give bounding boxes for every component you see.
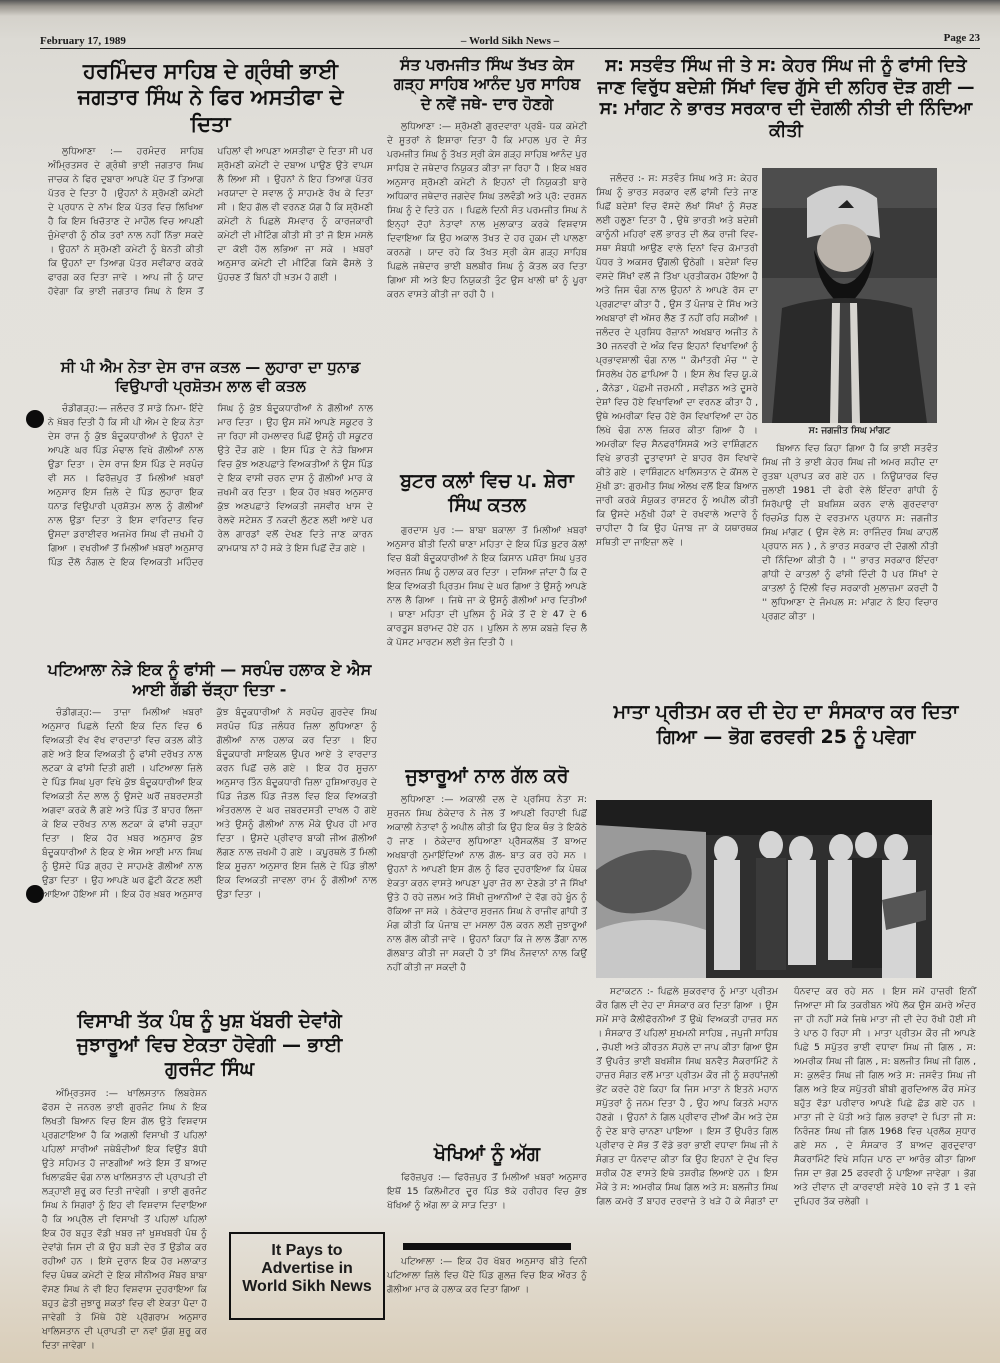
article-body: [48, 402, 373, 617]
binder-hole: [26, 410, 44, 428]
body-text: ਚੰਡੀਗੜ੍ਹ:— ਜਲੰਦਰ ਤੋਂ ਸਾਡੇ ਨਿਮਾ- ਇੰਦੇ ਨੇ ਖ਼ੱਬਰ ਦਿਤੀ ਹੈ ਕਿ ਸੀ ਪੀ ਐਮ ਦੇ ਇਕ ਨੇਤਾ ਦੇਸ ਰਾਜ ਨੂੰ ਕੁੱਝ ਬੰਦੂਕਧਾਰੀਆਂ ਨੇ ਉਹਨਾਂ ਦੇ ਆਪਣੇ ਘਰ ਪਿੰਡ ਮੰਢਾਲ ਵਿਖੇ ਗੋਲੀਆਂ ਨਾਲ ਉਡਾ ਦਿਤਾ । ਦੇਸ ਰਾਜ ਇਸ ਪਿੰਡ ਦੇ ਸਰਪੰਚ ਵੀ ਸਨ । ਫਿਰੋਜ਼ਪੁਰ ਤੋਂ ਮਿਲੀਆਂ ਖ਼ਬਰਾਂ ਅਨੁਸਾਰ ਇਸ ਜ਼ਿਲੇ ਦੇ ਪਿੰਡ ਲੁਹਾਰਾ ਇਕ ਧਨਾਡ ਵਿਉਪਾਰੀ ਪ੍ਰਸ਼ੋਤਮ ਲਾਲ ਨੂੰ ਗੋਲੀਆਂ ਨਾਲ ਉਡਾ ਦਿਤਾ ਤੇ ਇਸ ਵਾਰਿਦਾਤ ਵਿਚ ਉਸਦਾ ਡਰਾਈਵਰ ਅਜਮੇਰ ਸਿਘ ਵੀ ਜ਼ਖਮੀ ਹੋ ਗਿਆ । ਵਖਰੀਆਂ ਤੋਂ ਮਿਲੀਆਂ ਖ਼ਬਰਾਂ ਅਨੁਸਾਰ ਪਿੰਡ ਦੌਲੋ ਨੰਗਲ ਦੇ ਇਕ ਵਿਅਕਤੀ ਮਹਿੰਦਰ ਸਿਘ ਨੂੰ ਕੁੱਝ ਬੰਦੂਕਧਾਰੀਆਂ ਨੇ ਗੋਲੀਆਂ ਨਾਲ ਮਾਰ ਦਿਤਾ । ਉਹ ਉਸ ਸਮੇਂ ਆਪਣੇ ਸਕੂਟਰ ਤੇ ਜਾ ਰਿਹਾ ਸੀ ਹਮਲਾਵਰ ਪਿਛੋਂ ਉਸਨੂੰ ਹੀ ਸਕੂਟਰ ਉਤੇ ਦੌੜ ਗਏ । ਇਸ ਪਿੰਡ ਦੇ ਨੇੜੇ ਬਿਆਸ ਵਿਚ ਕੁੱਝ ਅਣਪਛਾਤੇ ਵਿਅਕਤੀਆਂ ਨੇ ਉਸ ਪਿੰਡ ਦੇ ਇਕ ਵਾਸੀ ਚਰਨ ਦਾਸ ਨੂੰ ਗੋਲੀਆਂ ਮਾਰ ਕੇ ਜ਼ਖਮੀ ਕਰ ਦਿਤਾ । ਇਕ ਹੋਰ ਖ਼ਬਰ ਅਨੁਸਾਰ ਕੁੱਝ ਅਣਪਛਾਤੇ ਵਿਅਕਤੀ ਜਸਵੀਰ ਖਾਸ ਦੇ ਰੇਲਵੇ ਸਟੇਸ਼ਨ ਤੋਂ ਨਕਦੀ ਲੁੱਟਣ ਲਈ ਆਏ ਪਰ ਰੇਲ ਗਾਰਡਾਂ ਵਲੋਂ ਦੇਖਣ ਦਿਤੇ ਜਾਣ ਕਾਰਨ ਕਾਮਯਾਬ ਨਾਂ ਹੋ ਸਕੇ ਤੇ ਇਸ ਪਿਛੋਂ ਦੌੜ ਗਏ ।: [48, 402, 373, 568]
ad-line-1: It Pays to: [271, 1242, 343, 1259]
portrait-photo: [762, 168, 937, 423]
article-body: [387, 793, 587, 1083]
article-fansi-body: [596, 172, 758, 700]
body-text: ਲੁਧਿਆਣਾ :— ਹਰਮੰਦਰ ਸਾਹਿਬ ਅੰਮ੍ਰਿਤਸਰ ਦੇ ਗ੍ਰੰਥੀ ਭਾਈ ਜਗਤਾਰ ਸਿਘ ਜਾਚਕ ਨੇ ਫਿਰ ਦੁਬਾਰਾ ਆਪਣੇ ਪੱਦ ਤੋਂ ਤਿਆਗ ਪੱਤਰ ਦੇ ਦਿਤਾ ਹੈ ।ਉਹਨਾਂ ਨੇ ਸ਼੍ਰੋਮਣੀ ਕਮੇਟੀ ਦੇ ਪ੍ਰਧਾਨ ਦੇ ਨਾਂਮ ਇਕ ਪੱਤਰ ਵਿਚ ਲਿਖਿਆ ਹੈ ਕਿ ਇਸ ਖਿਚੋਤਾਣ ਦੇ ਮਾਹੌਲ ਵਿਚ ਆਪਣੀ ਜ਼ੁੰਮੇਵਾਰੀ ਨੂੰ ਠੀਕ ਤਰਾਂ ਨਾਲ ਨਹੀਂ ਨਿੱਭਾ ਸਕਦੇ । ਉਹਨਾਂ ਨੇ ਸ਼੍ਰੋਮਣੀ ਕਮੇਟੀ ਨੂੰ ਬੇਨਤੀ ਕੀਤੀ ਕਿ ਉਹਨਾਂ ਦਾ ਤਿਆਗ ਪੱਤਰ ਸਵੀਕਾਰ ਕਰਕੇ ਫਾਰਗ ਕਰ ਦਿਤਾ ਜਾਵੇ । ਆਪ ਜੀ ਨੂੰ ਯਾਦ ਹੋਵੇਗਾ ਕਿ ਭਾਈ ਜਗਤਾਰ ਸਿਘ ਨੇ ਇਸ ਤੋਂ ਪਹਿਲਾਂ ਵੀ ਆਪਣਾ ਅਸਤੀਫਾ ਦੇ ਦਿਤਾ ਸੀ ਪਰ ਸ਼੍ਰੋਮਣੀ ਕਮੇਟੀ ਦੇ ਦਬਾਅ ਪਾਉਣ ਉਤੇ ਵਾਪਸ ਲੈ ਲਿਆ ਸੀ । ਉਹਨਾਂ ਨੇ ਇਹ ਤਿਆਗ ਪੱਤਰ ਮਰਯਾਦਾ ਦੇ ਸਵਾਲ ਨੂੰ ਸਾਹਮਣੇ ਰੱਖ ਕੇ ਦਿਤਾ ਸੀ । ਇਹ ਗੱਲ ਵੀ ਵਰਨਣ ਯੋਗ ਹੈ ਕਿ ਸ਼੍ਰੋਮਣੀ ਕਮੇਟੀ ਨੇ ਪਿਛਲੇ ਸੋਮਵਾਰ ਨੂੰ ਕਾਰਜਕਾਰੀ ਕਮੇਟੀ ਦੀ ਮੀਟਿੰਗ ਕੀਤੀ ਸੀ ਤਾਂ ਜੋ ਇਸ ਮਸਲੇ ਦਾ ਕੋਈ ਹੱਲ ਲਭਿਆ ਜਾ ਸਕੇ । ਖ਼ਬਰਾਂ ਅਨੁਸਾਰ ਕਮੇਟੀ ਦੀ ਮੀਟਿੰਗ ਕਿਸੇ ਫੈਸਲੇ ਤੇ ਪੁੱਹਚਣ ਤੋਂ ਬਿਨਾਂ ਹੀ ਖ਼ਤਮ ਹੋ ਗਈ ।: [48, 145, 373, 297]
headline: ਸੀ ਪੀ ਐਮ ਨੇਤਾ ਦੇਸ ਰਾਜ ਕਤਲ — ਲੁਹਾਰਾ ਦਾ ਧੁਨਾਡ ਵਿਉਪਾਰੀ ਪ੍ਰਸ਼ੋਤਮ ਲਾਲ ਵੀ ਕਤਲ: [60, 358, 361, 395]
paper-name: – World Sikh News –: [460, 35, 560, 47]
funeral-photo: [596, 800, 932, 978]
article-patiala: [42, 660, 377, 1005]
ad-line-2: Advertise in: [261, 1260, 353, 1277]
issue-date: February 17, 1989: [40, 35, 126, 47]
body-text: ਬਿਆਨ ਵਿਚ ਕਿਹਾ ਗਿਆ ਹੈ ਕਿ ਭਾਈ ਸਤਵੰਤ ਸਿਘ ਜੀ ਤੇ ਭਾਈ ਕੇਹਰ ਸਿਘ ਜੀ ਅਮਰ ਸ਼ਹੀਦ ਦਾ ਰੁਤਬਾ ਪ੍ਰਾਪਤ ਕਰ ਗਏ ਹਨ । ਨਿਊਯਾਰਕ ਵਿਚ ਜੁਲਾਈ 1981 ਦੀ ਫੇਰੀ ਵੇਲੇ ਇੰਦਰਾ ਗਾਂਧੀ ਨੂੰ ਸਿਰੋਪਾਉ ਦੀ ਬਖਸ਼ਿਸ਼ ਕਰਨ ਵਾਲੇ ਗੁਰਦਵਾਰਾ ਰਿਚਮੰਡ ਹਿਲ ਦੇ ਵਰਤਮਾਨ ਪ੍ਰਧਾਨ ਸ: ਜਗਜੀਤ ਸਿਘ ਮਾਂਗਟ ( ਉਸ ਵੇਲੇ ਸ: ਰਾਜਿੰਦਰ ਸਿਘ ਕਾਹਲੋਂ ਪ੍ਰਧਾਨ ਸਨ ) , ਨੇ ਭਾਰਤ ਸਰਕਾਰ ਦੀ ਦੋਗਲੀ ਨੀਤੀ ਦੀ ਨਿੰਦਿਆ ਕੀਤੀ ਹੈ । '' ਭਾਰਤ ਸਰਕਾਰ ਇੰਦਰਾ ਗਾਂਧੀ ਦੇ ਕਾਤਲਾਂ ਨੂੰ ਫਾਂਸੀ ਦਿੰਦੀ ਹੈ ਪਰ ਸਿੱਖਾਂ ਦੇ ਕਾਤਲਾਂ ਨੂੰ ਦਿੱਲੀ ਵਿਚ ਸਰਕਾਰੀ ਮੁਲਾਜ਼ਮਾ ਕਰਦੀ ਹੈ '' ਲੁਧਿਆਣਾ ਦੇ ਜੰਮਪਲ ਸ: ਮਾਂਗਟ ਨੇ ਇਹ ਵਿਚਾਰ ਪ੍ਰਗਟ ਕੀਤਾ ।: [762, 443, 938, 622]
body-text: ਪਟਿਆਲਾ :— ਇਕ ਹੋਰ ਖੱਬਰ ਅਨੁਸਾਰ ਬੀਤੇ ਦਿਨੀ ਪਟਿਆਲਾ ਜ਼ਿਲੇ ਵਿਚ ਪੈਂਦੇ ਪਿੰਡ ਗੁਲਜ਼ ਵਿਚ ਇਕ ਔਰਤ ਨੂੰ ਗੋਲੀਆ ਮਾਰ ਕੇ ਹਲਾਕ ਕਰ ਦਿਤਾ ਗਿਆ ।: [387, 1256, 587, 1295]
body-text: ਲੁਧਿਆਣਾ :— ਸ਼੍ਰੋਮਣੀ ਗੁਰਦਵਾਰਾ ਪ੍ਰਬੰ- ਧਕ ਕਮੇਟੀ ਦੇ ਸੂਤਰਾਂ ਨੇ ਇਸ਼ਾਰਾ ਦਿਤਾ ਹੈ ਕਿ ਮਾਹਲ ਪੁਰ ਦੇ ਸੰਤ ਪਰਮਜੀਤ ਸਿਘ ਨੂੰ ਤੱਖਤ ਸ੍ਰੀ ਕੇਸ ਗੜ੍ਹ ਸਾਹਿਬ ਆਨੰਦ ਪੁਰ ਸਾਹਿਬ ਦੇ ਜਥੇਦਾਰ ਨਿਯੁਕਤ ਕੀਤਾ ਜਾ ਰਿਹਾ ਹੈ । ਇਕ ਖ਼ਬਰ ਅਨੁਸਾਰ ਸ਼੍ਰੋਮਣੀ ਕਮੇਟੀ ਨੇ ਇਹਨਾਂ ਦੀ ਨਿਯੁਕਤੀ ਬਾਰੇ ਅਧਿਕਾਰ ਜਥੇਦਾਰ ਜਗਦੇਵ ਸਿਘ ਤਲਵੰਡੀ ਅਤੇ ਪ੍ਰੋ: ਦਰਸ਼ਨ ਸਿਘ ਨੂੰ ਦੇ ਦਿਤੇ ਹਨ । ਪਿਛਲੇ ਦਿਨੀ ਸੰਤ ਪਰਮਜੀਤ ਸਿਘ ਨੇ ਇਨ੍ਹਾਂ ਦੋਹਾਂ ਨੇਤਾਵਾਂ ਨਾਲ ਮੁਲਾਕਾਤ ਕਰਕੇ ਵਿਸ਼ਵਾਸ ਦਿਵਾਇਆ ਕਿ ਉਹ ਅਕਾਲ ਤੱਖਤ ਦੇ ਹਰ ਹੁਕਮ ਦੀ ਪਾਲਣਾ ਕਰਨਗੇ । ਯਾਦ ਰਹੇ ਕਿ ਤੱਖਤ ਸ੍ਰੀ ਕੇਸ ਗੜ੍ਹ ਸਾਹਿਬ ਪਿਛਲੇ ਜਥੇਦਾਰ ਭਾਈ ਬਲਬੀਰ ਸਿਘ ਨੂੰ ਕੱਤਲ ਕਰ ਦਿਤਾ ਗਿਆ ਸੀ ਅਤੇ ਇਹ ਨਿਯੁਕਤੀ ਤੁੰਟ ਉਸ ਖਾਲੀ ਥਾਂ ਨੂੰ ਪੂਰਾ ਕਰਨ ਵਾਸਤੇ ਕੀਤੀ ਜਾ ਰਹੀ ਹੈ ।: [387, 121, 587, 301]
headline: ਮਾਤਾ ਪ੍ਰੀਤਮ ਕਰ ਦੀ ਦੇਹ ਦਾ ਸੰਸਕਾਰ ਕਰ ਦਿਤਾ ਗਿਆ — ਭੋਗ ਫਰਵਰੀ 25 ਨੂੰ ਪਵੇਗਾ: [613, 701, 959, 748]
body-text: ਜਲੰਦਰ :- ਸ: ਸਤਵੰਤ ਸਿਘ ਅਤੇ ਸ: ਕੇਹਰ ਸਿਘ ਨੂੰ ਭਾਰਤ ਸਰਕਾਰ ਵਲੋਂ ਫਾਂਸੀ ਦਿਤੇ ਜਾਣ ਪਿਛੋਂ ਬਦੇਸ਼ਾਂ ਵਿਚ ਵੱਸਦੇ ਲੱਖਾਂ ਸਿੱਖਾਂ ਨੂੰ ਸੋਚਣ ਲਈ ਹਲੂਣਾ ਦਿਤਾ ਹੈ , ਉਥੇ ਭਾਰਤੀ ਅਤੇ ਬਦੇਸ਼ੀ ਕਾਨੂੰਨੀ ਮਹਿਰਾਂ ਵਲੋਂ ਭਾਰਤ ਦੀ ਲੋਕ ਰਾਜੀ ਵਿਵ- ਸਥਾ ਸੰਬਧੀ ਆਉਣ ਵਾਲੇ ਦਿਨਾਂ ਵਿਚ ਕੋਮਾਤਰੀ ਪੱਧਰ ਤੇ ਅਕਸਰ ਉਂਗਲੀ ਉਠੇਗੀ । ਬਦੇਸ਼ਾਂ ਵਿਚ ਵਸਦੇ ਸਿੱਖਾਂ ਵਲੋਂ ਜੋ ਤਿੱਖਾ ਪ੍ਰਤੀਕਰਮ ਹੋਇਆ ਹੈ ਅਤੇ ਜਿਸ ਢੰਗ ਨਾਲ ਉਹਨਾਂ ਨੇ ਆਪਣੇ ਰੋਸ ਦਾ ਪ੍ਰਗਟਾਵਾ ਕੀਤਾ ਹੈ , ਉਸ ਤੋਂ ਪੰਜਾਬ ਦੇ ਸਿੱਖ ਅਤੇ ਅਖਬਾਰਾਂ ਵੀ ਅੱਸਰ ਲੈਣ ਤੋਂ ਨਹੀਂ ਰਹਿ ਸਕੀਆਂ । ਜਲੰਦਰ ਦੇ ਪ੍ਰਸਿਧ ਰੋਜ਼ਾਨਾਂ ਅਖਬਾਰ ਅਜੀਤ ਨੇ 30 ਜਨਵਰੀ ਦੇ ਅੰਕ ਵਿਚ ਇਹਨਾਂ ਵਿਖਾਵਿਆਂ ਨੂੰ ਪ੍ਰਭਾਵਸ਼ਾਲੀ ਢੰਗ ਨਾਲ '' ਕੌਮਾਂਤਰੀ ਮੰਚ '' ਦੇ ਸਿਰਲੇਖ ਹੇਠ ਛਾਪਿਆ ਹੈ । ਇਸ ਲੇਖ ਵਿਚ ਯੂ.ਕੇ , ਕੈਨੇਡਾ , ਪੱਛਮੀ ਜਰਮਨੀ , ਸਵੀਡਨ ਅਤੇ ਦੂਸਰੇ ਦੇਸ਼ਾਂ ਵਿਚ ਹੋਏ ਵਿਖਾਵਿਆਂ ਦਾ ਵਰਨਣ ਕੀਤਾ ਹੈ , ਉਥੇ ਅਮਰੀਕਾ ਵਿਚ ਹੋਏ ਰੋਸ ਵਿਖਾਵਿਆਂ ਦਾ ਹੇਠ ਲਿਖੇ ਢੰਗ ਨਾਲ ਜ਼ਿਕਰ ਕੀਤਾ ਗਿਆ ਹੈ । ਅਮਰੀਕਾ ਵਿਚ ਸੈਨਫਰਾਂਸਿਸਕੋ ਅਤੇ ਵਾਸ਼ਿੰਗਟਨ ਵਿਖੇ ਭਾਰਤੀ ਦੂਤਾਵਾਸਾਂ ਦੇ ਬਾਹਰ ਰੋਸ ਵਿਖਾਵੇ ਕੀਤੇ ਗਏ । ਵਾਸ਼ਿੰਗਟਨ ਖਾਲਿਸਤਾਨ ਦੇ ਕੋਂਸਲ ਦੇ ਮੁੱਖੀ ਡਾ: ਗੁਰਮੀਤ ਸਿਘ ਔਲਖ ਵਲੋਂ ਇਕ ਬਿਆਨ ਜਾਰੀ ਕਰਕੇ ਸੰਯੁਕਤ ਰਾਸ਼ਟਰ ਨੂੰ ਅਪੀਲ ਕੀਤੀ ਕਿ ਉਸਦੇ ਮਨੁੱਖੀ ਹੱਕਾਂ ਦੇ ਰਖਵਾਲੇ ਅਦਾਰੇ ਨੂੰ ਚਾਹੀਦਾ ਹੈ ਕਿ ਉਹ ਪੰਜਾਬ ਜਾ ਕੇ ਯਥਾਰਥਕ ਸਥਿਤੀ ਦਾ ਜਾਇਜ਼ਾ ਲਵੇ ।: [596, 173, 758, 548]
article-parmjit: [387, 56, 587, 471]
portrait-figure-icon: [762, 168, 937, 423]
photo-caption: ਸ: ਜਗਜੀਤ ਸਿਘ ਮਾਂਗਟ: [808, 426, 891, 436]
body-text: ਅੰਮ੍ਰਿਤਸਰ :— ਖਾਲਿਸਤਾਨ ਲਿਬਰੇਸ਼ਨ ਫੋਰਸ ਦੇ ਜਨਰਲ ਭਾਈ ਗੁਰਜੰਟ ਸਿਘ ਨੇ ਇਕ ਲਿਖਤੀ ਬਿਆਨ ਵਿਚ ਇਸ ਗੱਲ ਉਤੇ ਵਿਸ਼ਵਾਸ ਪ੍ਰਗਟਾਇਆ ਹੈ ਕਿ ਅਗਲੀ ਵਿਸਾਖੀ ਤੋਂ ਪਹਿਲਾਂ ਪਹਿਲਾਂ ਸਾਰੀਆਂ ਜਥੇਬੰਦੀਆਂ ਇਕ ਵਿਉਂਤ ਬੱਧੀ ਉਤੇ ਸਹਿਮਤ ਹੋ ਜਾਣਗੀਆਂ ਅਤੇ ਇਸ ਤੋਂ ਬਾਅਦ ਖਿਲਾਫ਼ਬੰਦ ਢੰਗ ਨਾਲ ਖਾਲਿਸਤਾਨ ਦੀ ਪ੍ਰਾਪਤੀ ਦੀ ਲੜ੍ਹਾਈ ਸ਼ੁਰੂ ਕਰ ਦਿਤੀ ਜਾਵੇਗੀ । ਭਾਈ ਗੁਰਜੰਟ ਸਿਘ ਨੇ ਸਿਗਰਾਂ ਨੂੰ ਇਹ ਵੀ ਵਿਸ਼ਵਾਸ ਦਿਵਾਇਆ ਹੈ ਕਿ ਅਪ੍ਰੈਲ ਦੀ ਵਿਸਾਖੀ ਤੋਂ ਪਹਿਲਾਂ ਪਹਿਲਾਂ ਇਕ ਹੋਰ ਬਹੁਤ ਵੱਡੀ ਖ਼ਬਰ ਜਾਂ ਖੁਸ਼ਖਬਰੀ ਪੰਥ ਨੂੰ ਦੇਵਾਂਗੇ ਜਿਸ ਦੀ ਕੋ ਉਹ ਬੜੀ ਦੇਰ ਤੋਂ ਉਡੀਕ ਕਰ ਰਹੀਆਂ ਹਨ । ਇਸੇ ਦੁਰਾਨ ਇਕ ਹੋਰ ਮਲਾਕਾਤ ਵਿਚ ਪੰਥਕ ਕਮੇਟੀ ਦੇ ਇਕ ਸੀਨੀਅਰ ਮੈਂਬਰ ਬਾਬਾ ਵੱਸਣ ਸਿਘ ਨੇ ਵੀ ਇਹ ਵਿਸ਼ਵਾਸ ਦੁਹਰਾਇਆ ਕਿ ਬਹੁਤ ਛੇਤੀ ਜੁਝਾਰੂ ਸ਼ਕਤਾਂ ਵਿਚ ਵੀ ਏਕਤਾ ਪੈਦਾ ਹੋ ਜਾਵੇਗੀ ਤੇ ਮਿੱਥੇ ਹੋਏ ਪ੍ਰੋਗਰਾਮ ਅਨੁਸਾਰ ਖਾਲਿਸਤਾਨ ਦੀ ਪ੍ਰਾਪਤੀ ਦਾ ਨਵਾਂ ਯੁੱਗ ਸ਼ੁਰੂ ਕਰ ਦਿਤਾ ਜਾਵੇਗਾ ।: [42, 1088, 207, 1352]
scan-edge-shadow: [0, 0, 1000, 16]
body-text: ਫਿਰੋਜ਼ਪੁਰ :— ਫਿਰੋਜ਼ਪੁਰ ਤੋਂ ਮਿਲੀਆਂ ਖ਼ਬਰਾਂ ਅਨੁਸਾਰ ਇਥੋਂ 15 ਕਿਲੋਮੀਟਰ ਦੂਰ ਪਿੰਡ ਝੋਕੇ ਹਰੀਹਰ ਵਿਚ ਕੁੱਝ ਖੋਖਿਆਂ ਨੂੰ ਅੱਗ ਲਾ ਕੇ ਸਾੜ ਦਿਤਾ ।: [387, 1171, 587, 1211]
article-body: [387, 524, 587, 739]
headline: ਬੁਟਰ ਕਲਾਂ ਵਿਚ ਪ. ਸ਼ੇਰਾ ਸਿੰਘ ਕਤਲ: [400, 470, 574, 516]
headline: ਸੰਤ ਪਰਮਜੀਤ ਸਿੰਘ ਤੱਖਤ ਕੇਸ ਗੜ੍ਹ ਸਾਹਿਬ ਆਨੰਦ ਪੁਰ ਸਾਹਿਬ ਦੇ ਨਵੇਂ ਜਥੇ- ਦਾਰ ਹੋਣਗੇ: [393, 56, 581, 113]
body-text: ਚੰਡੀਗੜ੍ਹ:— ਤਾਜ਼ਾ ਮਿਲੀਆਂ ਖ਼ਬਰਾਂ ਅਨੁਸਾਰ ਪਿਛਲੇ ਦਿਨੀ ਇਕ ਦਿਨ ਵਿਚ 6 ਵਿਅਕਤੀ ਵੱਖ ਵੱਖ ਵਾਰਦਾਤਾਂ ਵਿਚ ਕਤਲ ਕੀਤੇ ਗਏ ਅਤੇ ਇਕ ਵਿਅਕਤੀ ਨੂੰ ਫਾਂਸੀ ਦਰੱਖਤ ਨਾਲ ਲਟਕਾ ਕੇ ਫਾਂਸੀ ਦਿਤੀ ਗਈ । ਪਟਿਆਲਾ ਜ਼ਿਲੇ ਦੇ ਪਿੰਡ ਸਿਘ ਪੁਰਾ ਵਿਖੇ ਕੁੱਝ ਬੰਦੂਕਧਾਰੀਆਂ ਇਕ ਵਿਅਕਤੀ ਨੰਦ ਲਾਲ ਨੂੰ ਉਸਦੇ ਘਰੋਂ ਜ਼ਬਰਦਸਤੀ ਅਗਵਾ ਕਰਕੇ ਲੈ ਗਏ ਅਤੇ ਪਿੰਡ ਤੋਂ ਬਾਹਰ ਲਿਜਾ ਕੇ ਇਕ ਦਰੱਖਤ ਨਾਲ ਲਟਕਾ ਕੇ ਫਾਂਸੀ ਚੜ੍ਹਾ ਦਿਤਾ । ਇਕ ਹੋਰ ਖ਼ਬਰ ਅਨੁਸਾਰ ਕੁੱਝ ਬੰਦੂਕਧਾਰੀਆਂ ਨੇ ਇਕ ਏ ਐਸ ਆਈ ਮਾਨ ਸਿਘ ਨੂੰ ਉਸਦੇ ਪਿੰਡ ਗ੍ਰਹ ਦੇ ਸਾਹਮਣੇ ਗੋਲੀਆਂ ਨਾਲ ਉਡਾ ਦਿਤਾ । ਉਹ ਆਪਣੇ ਘਰ ਛੁੱਟੀ ਕੱਟਣ ਲਈ ਆਇਆ ਹੋਇਆ ਸੀ । ਇਕ ਹੋਰ ਖ਼ਬਰ ਅਨੁਸਾਰ ਕੁੱਝ ਬੰਦੂਕਧਾਰੀਆਂ ਨੇ ਸਰਪੰਚ ਗੁਰਦੇਵ ਸਿਘ ਸਰਪੰਚ ਪਿੰਡ ਜਲੰਧਰ ਜ਼ਿਲਾ ਲੁਧਿਆਣਾ ਨੂੰ ਗੋਲੀਆਂ ਨਾਲ ਹਲਾਕ ਕਰ ਦਿਤਾ । ਇਹ ਬੰਦੂਕਧਾਰੀ ਸਾਇਕਲ ਉਪਰ ਆਏ ਤੇ ਵਾਰਦਾਤ ਕਰਨ ਪਿਛੋਂ ਚਲੇ ਗਏ । ਇਕ ਹੋਰ ਸੂਚਨਾ ਅਨੁਸਾਰ ਤਿੰਨ ਬੰਦੂਕਧਾਰੀ ਜ਼ਿਲਾ ਹੁਸ਼ਿਆਰਪੁਰ ਦੇ ਪਿੰਡ ਜੰਡਲ ਪਿੰਡ ਜੋਤਲ ਵਿਚ ਇਕ ਵਿਅਕਤੀ ਅੰਤਰਲਾਲ ਦੇ ਘਰ ਜ਼ਬਰਦਸਤੀ ਦਾਖਲ ਹੋ ਗਏ ਅਤੇ ਉਸਨੂੰ ਗੋਲੀਆਂ ਨਾਲ ਮੌਕੇ ਉਪਰ ਹੀ ਮਾਰ ਦਿਤਾ । ਉਸਦੇ ਪ੍ਰੀਵਾਰ ਬਾਕੀ ਜੀਅ ਗੋਲੀਆਂ ਲੱਗਣ ਨਾਲ ਜ਼ਖਮੀ ਹੋ ਗਏ । ਕਪੂਰਥਲੇ ਤੋਂ ਮਿਲੀ ਇਕ ਸੂਚਨਾ ਅਨੁਸਾਰ ਇਸ ਜ਼ਿਲੇ ਦੇ ਪਿੰਡ ਭੀਲਾਂ ਇਕ ਵਿਅਕਤੀ ਜਾਵਲਾ ਰਾਮ ਨੂੰ ਗੋਲੀਆਂ ਨਾਲ ਉਡਾ ਦਿਤਾ ।: [42, 707, 377, 900]
article-fansi-headline-wrap: [594, 56, 978, 166]
headline: ਵਿਸਾਖੀ ਤੱਕ ਪੰਥ ਨੂੰ ਖੁਸ਼ ਖੱਬਰੀ ਦੇਵਾਂਗੇ ਜੁਝਾਰੂਆਂ ਵਿਚ ਏਕਤਾ ਹੋਵੇਗੀ — ਭਾਈ ਗੁਰਜੰਟ ਸਿੰਘ: [76, 1010, 343, 1080]
article-body: [596, 985, 976, 1343]
article-body: [42, 706, 377, 991]
article-body: [762, 442, 938, 700]
separator-bar: [403, 1243, 571, 1250]
article-fansi-body-2: [762, 442, 938, 700]
masthead: [40, 32, 980, 48]
headline: ਸ: ਸਤਵੰਤ ਸਿੰਘ ਜੀ ਤੇ ਸ: ਕੇਹਰ ਸਿੰਘ ਜੀ ਨੂੰ ਫਾਂਸੀ ਦਿਤੇ ਜਾਣ ਵਿਰੁੱਧ ਬਦੇਸ਼ੀ ਸਿੱਖਾਂ ਵਿਚ ਗੁੱਸੇ ਦੀ ਲਹਿਰ ਦੋੜ ਗਈ — ਸ: ਮਾਂਗਟ ਨੇ ਭਾਰਤ ਸਰਕਾਰ ਦੀ ਦੋਗਲੀ ਨੀਤੀ ਦੀ ਨਿੰਦਿਆ ਕੀਤੀ: [597, 56, 975, 142]
article-mata-body: [596, 985, 976, 1343]
article-body: [387, 120, 587, 425]
headline: ਹਰਮਿੰਦਰ ਸਾਹਿਬ ਦੇ ਗ੍ਰੰਥੀ ਭਾਈ ਜਗਤਾਰ ਸਿੰਘ ਨੇ ਫਿਰ ਅਸਤੀਫਾ ਦੇ ਦਿਤਾ: [77, 59, 344, 136]
body-text: ਗੁਰਦਾਸ ਪੁਰ :— ਬਾਬਾ ਬਕਾਲਾ ਤੋਂ ਮਿਲੀਆਂ ਖ਼ਬਰਾਂ ਅਨੁਸਾਰ ਬੀਤੀ ਦਿਨੀ ਥਾਣਾ ਮਹਿਤਾ ਦੇ ਇਕ ਪਿੰਡ ਬੁਟਰ ਕੱਲਾਂ ਵਿਚ ਬੱਕੀ ਬੰਦੂਕਧਾਰੀਆਂ ਨੇ ਇਕ ਕਿਸਾਨ ਪਸ਼ੋਰਾ ਸਿਘ ਪੁਤਰ ਅਰਜਨ ਸਿਘ ਨੂੰ ਹਲਾਕ ਕਰ ਦਿਤਾ । ਦਸਿਆ ਜਾਂਦਾ ਹੈ ਕਿ ਦੋ ਇਕ ਵਿਅਕਤੀ ਪ੍ਰਿਤਮ ਸਿਘ ਦੇ ਘਰ ਗਿਆ ਤੇ ਉਸਨੂੰ ਆਪਣੇ ਨਾਲ ਲੈ ਗਿਆ । ਜਿਥੇ ਜਾ ਕੇ ਉਸਨੂੰ ਗੋਲੀਆਂ ਮਾਰ ਦਿਤੀਆਂ । ਥਾਣਾ ਮਹਿਤਾ ਦੀ ਪੁਲਿਸ ਨੂੰ ਮੌਕੇ ਤੋਂ ਦੋ ਏ 47 ਦੇ 6 ਕਾਰਤੂਸ ਬਰਾਮਦ ਹੋਏ ਹਨ । ਪੁਲਿਸ ਨੇ ਲਾਸ਼ ਕਬਜ਼ੇ ਵਿਚ ਲੈ ਕੇ ਪੋਸਟ ਮਾਰਟਮ ਲਈ ਭੇਜ ਦਿਤੀ ਹੈ ।: [387, 524, 587, 648]
article-khokhiyan: [387, 1143, 587, 1243]
article-body: [596, 172, 758, 700]
body-text: ਸਟਾਕਟਨ :- ਪਿਛਲੇ ਸ਼ੁਕਰਵਾਰ ਨੂੰ ਮਾਤਾ ਪ੍ਰੀਤਮ ਕੌਰ ਗਿਲ ਦੀ ਦੇਹ ਦਾ ਸੰਸਕਾਰ ਕਰ ਦਿਤਾ ਗਿਆ । ਉਸ ਸਮੇਂ ਸਾਰੇ ਕੈਲੀਫੋਰਨੀਆਂ ਤੋਂ ਉਘੇ ਵਿਅਕਤੀ ਹਾਜ਼ਰ ਸਨ । ਸੰਸਕਾਰ ਤੋਂ ਪਹਿਲਾਂ ਸੁਖਮਨੀ ਸਾਹਿਬ , ਜਪੁਜੀ ਸਾਹਿਬ , ਚੋਪਈ ਅਤੇ ਕੀਰਤਨ ਸੋਹਲੇ ਦਾ ਜਾਪ ਕੀਤਾ ਗਿਆ ਉਸ ਤੋਂ ਉਪਰੰਤ ਭਾਈ ਬਖਸ਼ੀਸ਼ ਸਿਘ ਬਨਵੈਤ ਸੈਕਰਾਮਿੰਟੋ ਨੇ ਹਾਜ਼ਰ ਸੰਗਤ ਵਲੋਂ ਮਾਤਾ ਪ੍ਰੀਤਮ ਕੌਰ ਜੀ ਨੂੰ ਸ਼ਰਧਾਂਜਲੀ ਭੇਂਟ ਕਰਦੇ ਹੋਏ ਕਿਹਾ ਕਿ ਜਿਸ ਮਾਤਾ ਨੇ ਇਤਨੇ ਮਹਾਨ ਸਪੁੱਤਰਾਂ ਨੂੰ ਜਨਮ ਦਿਤਾ ਹੈ , ਉਹ ਆਪ ਕਿਤਨੇ ਮਹਾਨ ਹੋਣਗੇ । ਉਹਨਾਂ ਨੇ ਗਿਲ ਪ੍ਰੀਵਾਰ ਦੀਆਂ ਕੌਮ ਅਤੇ ਦੇਸ਼ ਨੂੰ ਦੇਣ ਬਾਰੇ ਚਾਨਣਾ ਪਾਇਆ । ਇਸ ਤੋਂ ਉਪਰੰਤ ਗਿਲ ਪ੍ਰੀਵਾਰ ਦੇ ਸੱਭ ਤੋਂ ਵੱਡੇ ਭਰਾ ਭਾਈ ਵਧਾਵਾ ਸਿਘ ਜੀ ਨੇ ਸੰਗਤ ਦਾ ਧੰਨਵਾਦ ਕੀਤਾ ਕਿ ਉਹ ਇਹਨਾਂ ਦੇ ਦੁੱਖ ਵਿਚ ਸ਼ਰੀਕ ਹੋਣ ਵਾਸਤੇ ਇਥੇ ਤਸ਼ਰੀਫ਼ ਲਿਆਏ ਹਨ । ਇਸ ਮੌਕੇ ਤੇ ਸ: ਅਮਰੀਕ ਸਿਘ ਗਿਲ ਅਤੇ ਸ: ਬਲਜੀਤ ਸਿਘ ਗਿਲ ਕਮਰੇ ਤੋਂ ਬਾਹਰ ਦਰਵਾਜ਼ੇ ਤੇ ਖੜੇ ਹੋ ਕੇ ਸੰਗਤਾਂ ਦਾ ਧੰਨਵਾਦ ਕਰ ਰਹੇ ਸਨ । ਇਸ ਸਮੇਂ ਹਾਜ਼ਰੀ ਇਨੀਂ ਜਿਆਦਾ ਸੀ ਕਿ ਤਕਰੀਬਨ ਅੱਧੇ ਲੋਕ ਉਸ ਕਮਰੇ ਅੰਦਰ ਜਾ ਹੀ ਨਹੀਂ ਸਕੇ ਜਿਥੇ ਮਾਤਾ ਜੀ ਦੀ ਦੇਹ ਰੱਖੀ ਹੋਈ ਸੀ ਤੇ ਪਾਠ ਹੋ ਰਿਹਾ ਸੀ । ਮਾਤਾ ਪ੍ਰੀਤਮ ਕੌਰ ਜੀ ਆਪਣੇ ਪਿਛੇ 5 ਸਪੁੱਤਰ ਭਾਈ ਵਧਾਵਾ ਸਿਘ ਜੀ ਗਿਲ , ਸ: ਅਮਰੀਕ ਸਿਘ ਜੀ ਗਿਲ , ਸ: ਬਲਜੀਤ ਸਿਘ ਜੀ ਗਿਲ , ਸ: ਕੁਲਵੰਤ ਸਿਘ ਜੀ ਗਿਲ ਅਤੇ ਸ: ਜਸਵੰਤ ਸਿਘ ਜੀ ਗਿਲ ਅਤੇ ਇਕ ਸਪੁੱਤਰੀ ਬੀਬੀ ਗੁਰਦਿਆਲ ਕੌਰ ਸਮੇਤ ਬਹੁੱਤ ਵੱਡਾ ਪਰੀਵਾਰ ਆਪਣੇ ਪਿਛੇ ਛੱਡ ਗਏ ਹਨ । ਮਾਤਾ ਜੀ ਦੇ ਪੱਤੀ ਅਤੇ ਗਿਲ ਭਰਾਵਾਂ ਦੇ ਪਿਤਾ ਜੀ ਸ: ਨਿਰੰਜਣ ਸਿਘ ਜੀ ਗਿਲ 1968 ਵਿਚ ਪ੍ਰਲੋਕ ਸੁਧਾਰ ਗਏ ਸਨ , ਦੇ ਸੰਸਕਾਰ ਤੋਂ ਬਾਅਦ ਗੁਰਦੁਵਾਰਾ ਸੈਕਰਾਮਿੰਟੋ ਵਿਖੇ ਸਹਿਜ ਪਾਠ ਦਾ ਆਰੰਭ ਕੀਤਾ ਗਿਆ ਜਿਸ ਦਾ ਭੋਗ 25 ਫਰਵਰੀ ਨੂੰ ਪਾਇਆ ਜਾਵੇਗਾ । ਭੋਗ ਅਤੇ ਦੀਵਾਨ ਦੀ ਕਾਰਵਾਈ ਸਵੇਰੇ 10 ਵਜੇ ਤੋਂ 1 ਵਜੇ ਦੁਪਿਹਰ ਤੱਕ ਚਲੇਗੀ ।: [596, 986, 976, 1207]
article-patiala-brief: [387, 1255, 587, 1317]
headline: ਖੋਖਿਆਂ ਨੂੰ ਅੱਗ: [433, 1143, 541, 1165]
article-body: [42, 1087, 207, 1352]
page-number: Page 23: [943, 32, 980, 44]
body-text: ਲੁਧਿਆਣਾ :— ਅਕਾਲੀ ਦਲ ਦੇ ਪ੍ਰਸਿਧ ਨੇਤਾ ਸ: ਸੁਰਜਨ ਸਿਘ ਠੇਕੇਦਾਰ ਨੇ ਜੇਲ ਤੋਂ ਆਪਣੀ ਰਿਹਾਈ ਪਿਛੋਂ ਅਕਾਲੀ ਨੇਤਾਵਾਂ ਨੂੰ ਅਪੀਲ ਕੀਤੀ ਕਿ ਉਹ ਇਕ ਥੰਭ ਤੇ ਇਕੱਠੇ ਹੋ ਜਾਣ । ਠੇਕੇਦਾਰ ਲੁਧਿਆਣਾ ਪ੍ਰੈਸਕਲੱਬ ਤੋਂ ਬਾਅਦ ਅਖਬਾਰੀ ਨੁਮਾਇੰਦਿਆਂ ਨਾਲ ਗੱਲ- ਬਾਤ ਕਰ ਰਹੇ ਸਨ । ਉਹਨਾਂ ਨੇ ਆਪਣੀ ਇਸ ਗੱਲ ਨੂੰ ਫਿਰ ਦੁਹਰਾਇਆ ਕਿ ਪੰਥਕ ਏਕਤਾ ਕਰਨ ਵਾਸਤੇ ਆਪਣਾ ਪੂਰਾ ਜ਼ੋਰ ਲਾ ਦੇਣਗੇ ਤਾਂ ਜੋ ਸਿੱਖਾਂ ਉਤੇ ਹੋ ਰਹੇ ਜ਼ਲਮ ਅਤੇ ਸਿੱਖੀ ਜੁਆਨੀਆਂ ਦੇ ਵੱਗ ਰਹੇ ਖੂੰਨ ਨੂੰ ਰੋਕਿਆ ਜਾ ਸਕੇ । ਠੇਕੇਦਾਰ ਸੁਰਜਨ ਸਿਘ ਨੇ ਰਾਜੀਵ ਗਾਂਧੀ ਤੋਂ ਮੰਗ ਕੀਤੀ ਕਿ ਪੰਜਾਬ ਦਾ ਮਸਲਾ ਹੱਲ ਕਰਨ ਲਈ ਜੁਝਾਰੂਆਂ ਨਾਲ ਗੱਲ ਕੀਤੀ ਜਾਵੇ । ਉਹਨਾਂ ਕਿਹਾ ਕਿ ਜੇ ਲਾਲ ਡੈਂਗਾ ਨਾਲ ਗੱਲਬਾਤ ਕੀਤੀ ਜਾ ਸਕਦੀ ਹੈ ਤਾਂ ਸਿੱਖ ਨੌਜਵਾਨਾਂ ਨਾਲ ਕਿਉਂ ਨਹੀਂ ਕੀਤੀ ਜਾ ਸਕਦੀ ਹੈ: [387, 793, 587, 973]
article-body: [48, 145, 373, 340]
article-cpm: [48, 358, 373, 648]
headline: ਜੁਝਾਰੂਆਂ ਨਾਲ ਗੱਲ ਕਰੋ: [405, 765, 569, 787]
article-jujharu: [387, 765, 587, 1135]
masthead-rule: [40, 48, 980, 49]
advertisement-box[interactable]: [229, 1232, 385, 1320]
article-body: [387, 1255, 587, 1317]
headline: ਪਟਿਆਲਾ ਨੇੜੇ ਇਕ ਨੂੰ ਫਾਂਸੀ — ਸਰਪੰਚ ਹਲਾਕ ਏ ਐਸ ਆਈ ਗੱਡੀ ਚੱੜ੍ਹਾ ਦਿਤਾ -: [47, 660, 372, 699]
article-butar: [387, 470, 587, 755]
ad-line-3: World Sikh News: [242, 1278, 372, 1295]
article-granthi: [48, 58, 373, 348]
article-mata-headline-wrap: [594, 700, 978, 790]
article-body: [387, 1171, 587, 1231]
crowd-scene-icon: [596, 800, 932, 978]
